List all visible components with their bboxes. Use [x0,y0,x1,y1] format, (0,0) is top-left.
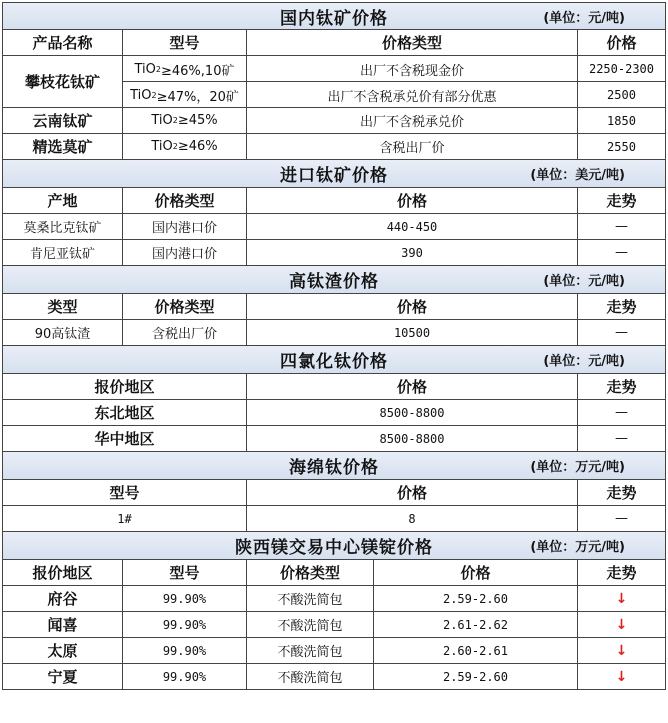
imported-unit: (单位：美元/吨) [530,168,625,183]
domestic-unit: (单位：元/吨) [543,10,625,26]
sponge-row [2,506,666,532]
down-arrow-icon: ↓ [615,642,628,659]
header-trend: 走势 [606,298,637,316]
ticl4-title: 四氯化钛价格 [280,352,388,372]
kind-cell: 90高钛渣 [3,320,123,345]
section-title-ticl4 [2,346,666,374]
header-price: 价格 [374,560,578,585]
region-cell: 府谷 [3,586,123,611]
magnesium-header-row [2,560,666,586]
region-cell: 闻喜 [3,612,123,637]
price-cell: 390 [247,240,578,265]
price-cell: 8500-8800 [247,426,578,451]
price-cell: 8 [247,506,578,531]
magnesium-row [2,586,666,612]
magnesium-row [2,638,666,664]
magnesium-title: 陕西镁交易中心镁锭价格 [235,538,433,558]
down-arrow-icon: ↓ [615,590,628,607]
ticl4-row [2,400,666,426]
header-model: 型号 [3,480,247,505]
header-trend: 走势 [606,564,637,582]
header-price: 价格 [247,480,578,505]
price-type-cell: 出厂不含税现金价 [247,56,578,82]
trend-flat: — [615,245,628,260]
header-model: 型号 [123,560,247,585]
price-cell: 2.59-2.60 [374,664,578,689]
origin-cell: 肯尼亚钛矿 [3,240,123,265]
region-cell: 华中地区 [3,426,247,451]
slag-row [2,320,666,346]
trend-flat: — [615,431,628,446]
header-price-type: 价格类型 [247,30,578,55]
price-cell: 10500 [247,320,578,345]
ticl4-row [2,426,666,452]
region-cell: 太原 [3,638,123,663]
trend-flat: — [615,405,628,420]
header-price: 价格 [247,374,578,399]
header-kind: 类型 [3,294,123,319]
price-type-cell: 出厂不含税承兑价 [247,108,578,133]
header-trend: 走势 [606,192,637,210]
slag-title: 高钛渣价格 [289,272,379,292]
sponge-title: 海绵钛价格 [289,458,379,478]
price-cell: 440-450 [247,214,578,239]
header-product-name: 产品名称 [3,30,123,55]
price-type-cell: 不酸洗简包 [247,586,374,611]
trend-flat: — [615,325,628,340]
model-cell: TiO 2 ≥45% [123,108,247,133]
price-type-cell: 国内港口价 [123,214,247,239]
price-type-cell: 含税出厂价 [247,134,578,159]
model-cell: 99.90% [123,612,247,637]
slag-header-row [2,294,666,320]
price-type-cell: 不酸洗简包 [247,612,374,637]
domestic-row-yunnan [2,108,666,134]
model-cell: 1# [3,506,247,531]
price-sheet [2,2,666,690]
imported-title: 进口钛矿价格 [280,166,388,186]
price-type-cell: 出厂不含税承兑价有部分优惠 [247,82,578,108]
domestic-row-selected-mo [2,134,666,160]
domestic-panzhihua-block [2,56,666,108]
model-cell: TiO 2 ≥47%，20矿 [123,82,247,108]
header-model: 型号 [123,30,247,55]
model-cell: TiO 2 ≥46%,10矿 [123,56,247,82]
price-cell: 1850 [607,113,636,128]
header-price-type: 价格类型 [123,188,247,213]
section-title-magnesium [2,532,666,560]
price-cell: 2.59-2.60 [374,586,578,611]
section-title-sponge [2,452,666,480]
magnesium-row [2,664,666,690]
section-title-slag [2,266,666,294]
header-price-type: 价格类型 [123,294,247,319]
trend-flat: — [615,219,628,234]
header-region: 报价地区 [3,374,247,399]
ticl4-unit: (单位：元/吨) [543,354,625,369]
price-cell: 2500 [607,88,636,102]
slag-unit: (单位：元/吨) [543,274,625,289]
model-cell: 99.90% [123,586,247,611]
price-type-cell: 不酸洗简包 [247,638,374,663]
region-cell: 宁夏 [3,664,123,689]
header-price-type: 价格类型 [247,560,374,585]
header-trend: 走势 [606,484,637,502]
price-cell: 2.60-2.61 [374,638,578,663]
product-name: 云南钛矿 [3,108,123,133]
header-origin: 产地 [3,188,123,213]
ticl4-header-row [2,374,666,400]
price-cell: 2250-2300 [588,62,655,76]
model-cell: 99.90% [123,664,247,689]
trend-flat: — [615,511,628,526]
price-type-cell: 不酸洗简包 [247,664,374,689]
model-cell: 99.90% [123,638,247,663]
imported-header-row [2,188,666,214]
header-trend: 走势 [606,378,637,396]
domestic-title: 国内钛矿价格 [280,8,388,29]
header-price: 价格 [247,294,578,319]
price-type-cell: 国内港口价 [123,240,247,265]
product-name: 攀枝花钛矿 [3,56,123,107]
down-arrow-icon: ↓ [615,616,628,633]
region-cell: 东北地区 [3,400,247,425]
sponge-header-row [2,480,666,506]
sponge-unit: (单位：万元/吨) [530,460,625,475]
magnesium-row [2,612,666,638]
price-cell: 2.61-2.62 [374,612,578,637]
origin-cell: 莫桑比克钛矿 [3,214,123,239]
imported-row [2,214,666,240]
imported-row [2,240,666,266]
domestic-header-row [2,30,666,56]
section-title-domestic [2,2,666,30]
product-name: 精选莫矿 [3,134,123,159]
price-cell: 2550 [607,139,636,154]
model-cell: TiO 2 ≥46% [123,134,247,159]
price-cell: 8500-8800 [247,400,578,425]
section-title-imported [2,160,666,188]
header-region: 报价地区 [3,560,123,585]
header-price: 价格 [606,34,637,52]
header-price: 价格 [247,188,578,213]
magnesium-unit: (单位：万元/吨) [530,540,625,555]
down-arrow-icon: ↓ [615,668,628,685]
price-type-cell: 含税出厂价 [123,320,247,345]
